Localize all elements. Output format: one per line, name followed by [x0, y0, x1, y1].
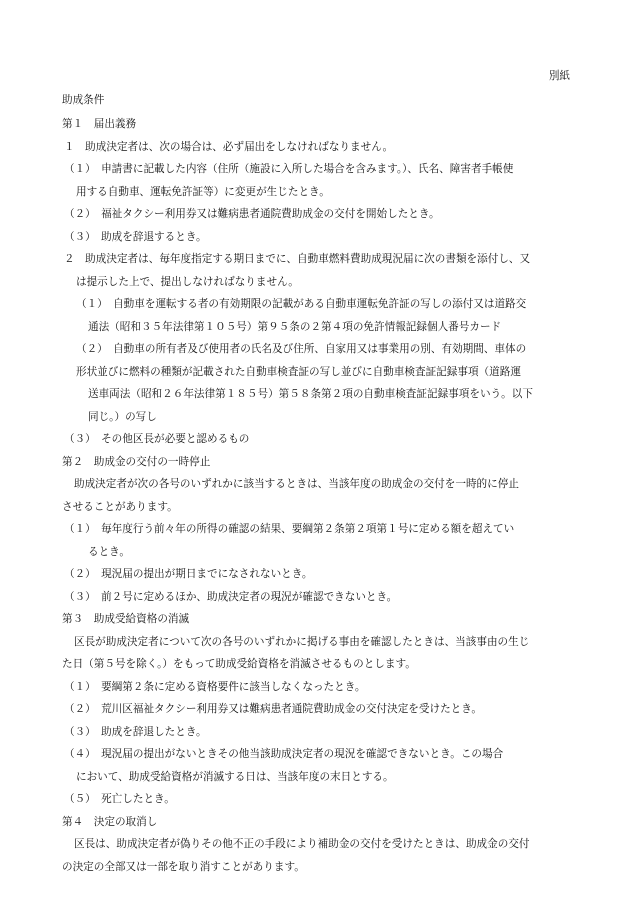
text-line: （３） 助成を辞退したとき。	[64, 726, 207, 738]
text-line: （３） 前２号に定めるほか、助成決定者の現況が確認できないとき。	[64, 591, 398, 603]
text-line: 送車両法（昭和２６年法律第１８５号）第５８条第２項の自動車検査証記録事項をいう。以下	[88, 388, 533, 400]
document-title: 助成条件	[62, 94, 105, 106]
section-heading: 第４ 決定の取消し	[62, 816, 158, 828]
text-line: （２） 福祉タクシー利用券又は難病患者通院費助成金の交付を開始したとき。	[64, 208, 440, 220]
text-line: 同じ。）の写し	[88, 411, 157, 423]
text-line: １ 助成決定者は、次の場合は、必ず届出をしなければなりません。	[64, 141, 394, 153]
text-line: （２） 荒川区福祉タクシー利用券又は難病患者通院費助成金の交付決定を受けたとき。	[64, 703, 483, 715]
text-line: 形状並びに燃料の種類が記載された自動車検査証の写し並びに自動車検査証記録事項（道路運	[76, 366, 521, 378]
attachment-label: 別紙	[548, 70, 570, 82]
section-heading: 第３ 助成受給資格の消滅	[62, 613, 190, 625]
text-line: た日（第５号を除く。）をもって助成受給資格を消滅させるものとします。	[62, 658, 416, 670]
text-line: 通法（昭和３５年法律第１０５号）第９５条の２第４項の免許情報記録個人番号カード	[88, 321, 502, 333]
text-line: （３） 助成を辞退するとき。	[64, 231, 207, 243]
text-line: （１） 毎年度行う前々年の所得の確認の結果、要綱第２条第２項第１号に定める額を超えてい	[64, 523, 515, 535]
text-line: において、助成受給資格が消滅する日は、当該年度の末日とする。	[76, 771, 394, 783]
text-line: （２） 現況届の提出が期日までになされないとき。	[64, 568, 313, 580]
text-line: （４） 現況届の提出がないときその他当該助成決定者の現況を確認できないとき。この場合	[64, 748, 504, 760]
text-line: 区長は、助成決定者が偽りその他不正の手段により補助金の交付を受けたときは、助成金の交付	[74, 838, 530, 850]
text-line: ２ 助成決定者は、毎年度指定する期日までに、自動車燃料費助成現況届に次の書類を添付し、又	[64, 253, 531, 265]
text-line: 用する自動車、運転免許証等）に変更が生じたとき。	[76, 186, 330, 198]
text-line: させることがあります。	[62, 501, 178, 513]
text-line: （１） 自動車を運転する者の有効期限の記載がある自動車運転免許証の写しの添付又は道路交	[76, 298, 527, 310]
text-line: るとき。	[88, 546, 130, 558]
text-line: （３） その他区長が必要と認めるもの	[64, 433, 250, 445]
section-heading: 第２ 助成金の交付の一時停止	[62, 456, 211, 468]
text-line: 助成決定者が次の各号のいずれかに該当するときは、当該年度の助成金の交付を一時的に停止	[74, 478, 519, 490]
text-line: 区長が助成決定者について次の各号のいずれかに掲げる事由を確認したときは、当該事由の生じ	[74, 636, 530, 648]
text-line: （２） 自動車の所有者及び使用者の氏名及び住所、自家用又は事業用の別、有効期間、車体の	[76, 343, 527, 355]
text-line: は提示した上で、提出しなければなりません。	[76, 276, 299, 288]
text-line: （１） 申請書に記載した内容（住所（施設に入所した場合を含みます。）、氏名、障害者手帳使	[64, 163, 514, 175]
text-line: の決定の全部又は一部を取り消すことがあります。	[62, 861, 305, 873]
text-line: （１） 要綱第２条に定める資格要件に該当しなくなったとき。	[64, 681, 366, 693]
text-line: （５） 死亡したとき。	[64, 793, 175, 805]
section-heading: 第１ 届出義務	[62, 118, 137, 130]
